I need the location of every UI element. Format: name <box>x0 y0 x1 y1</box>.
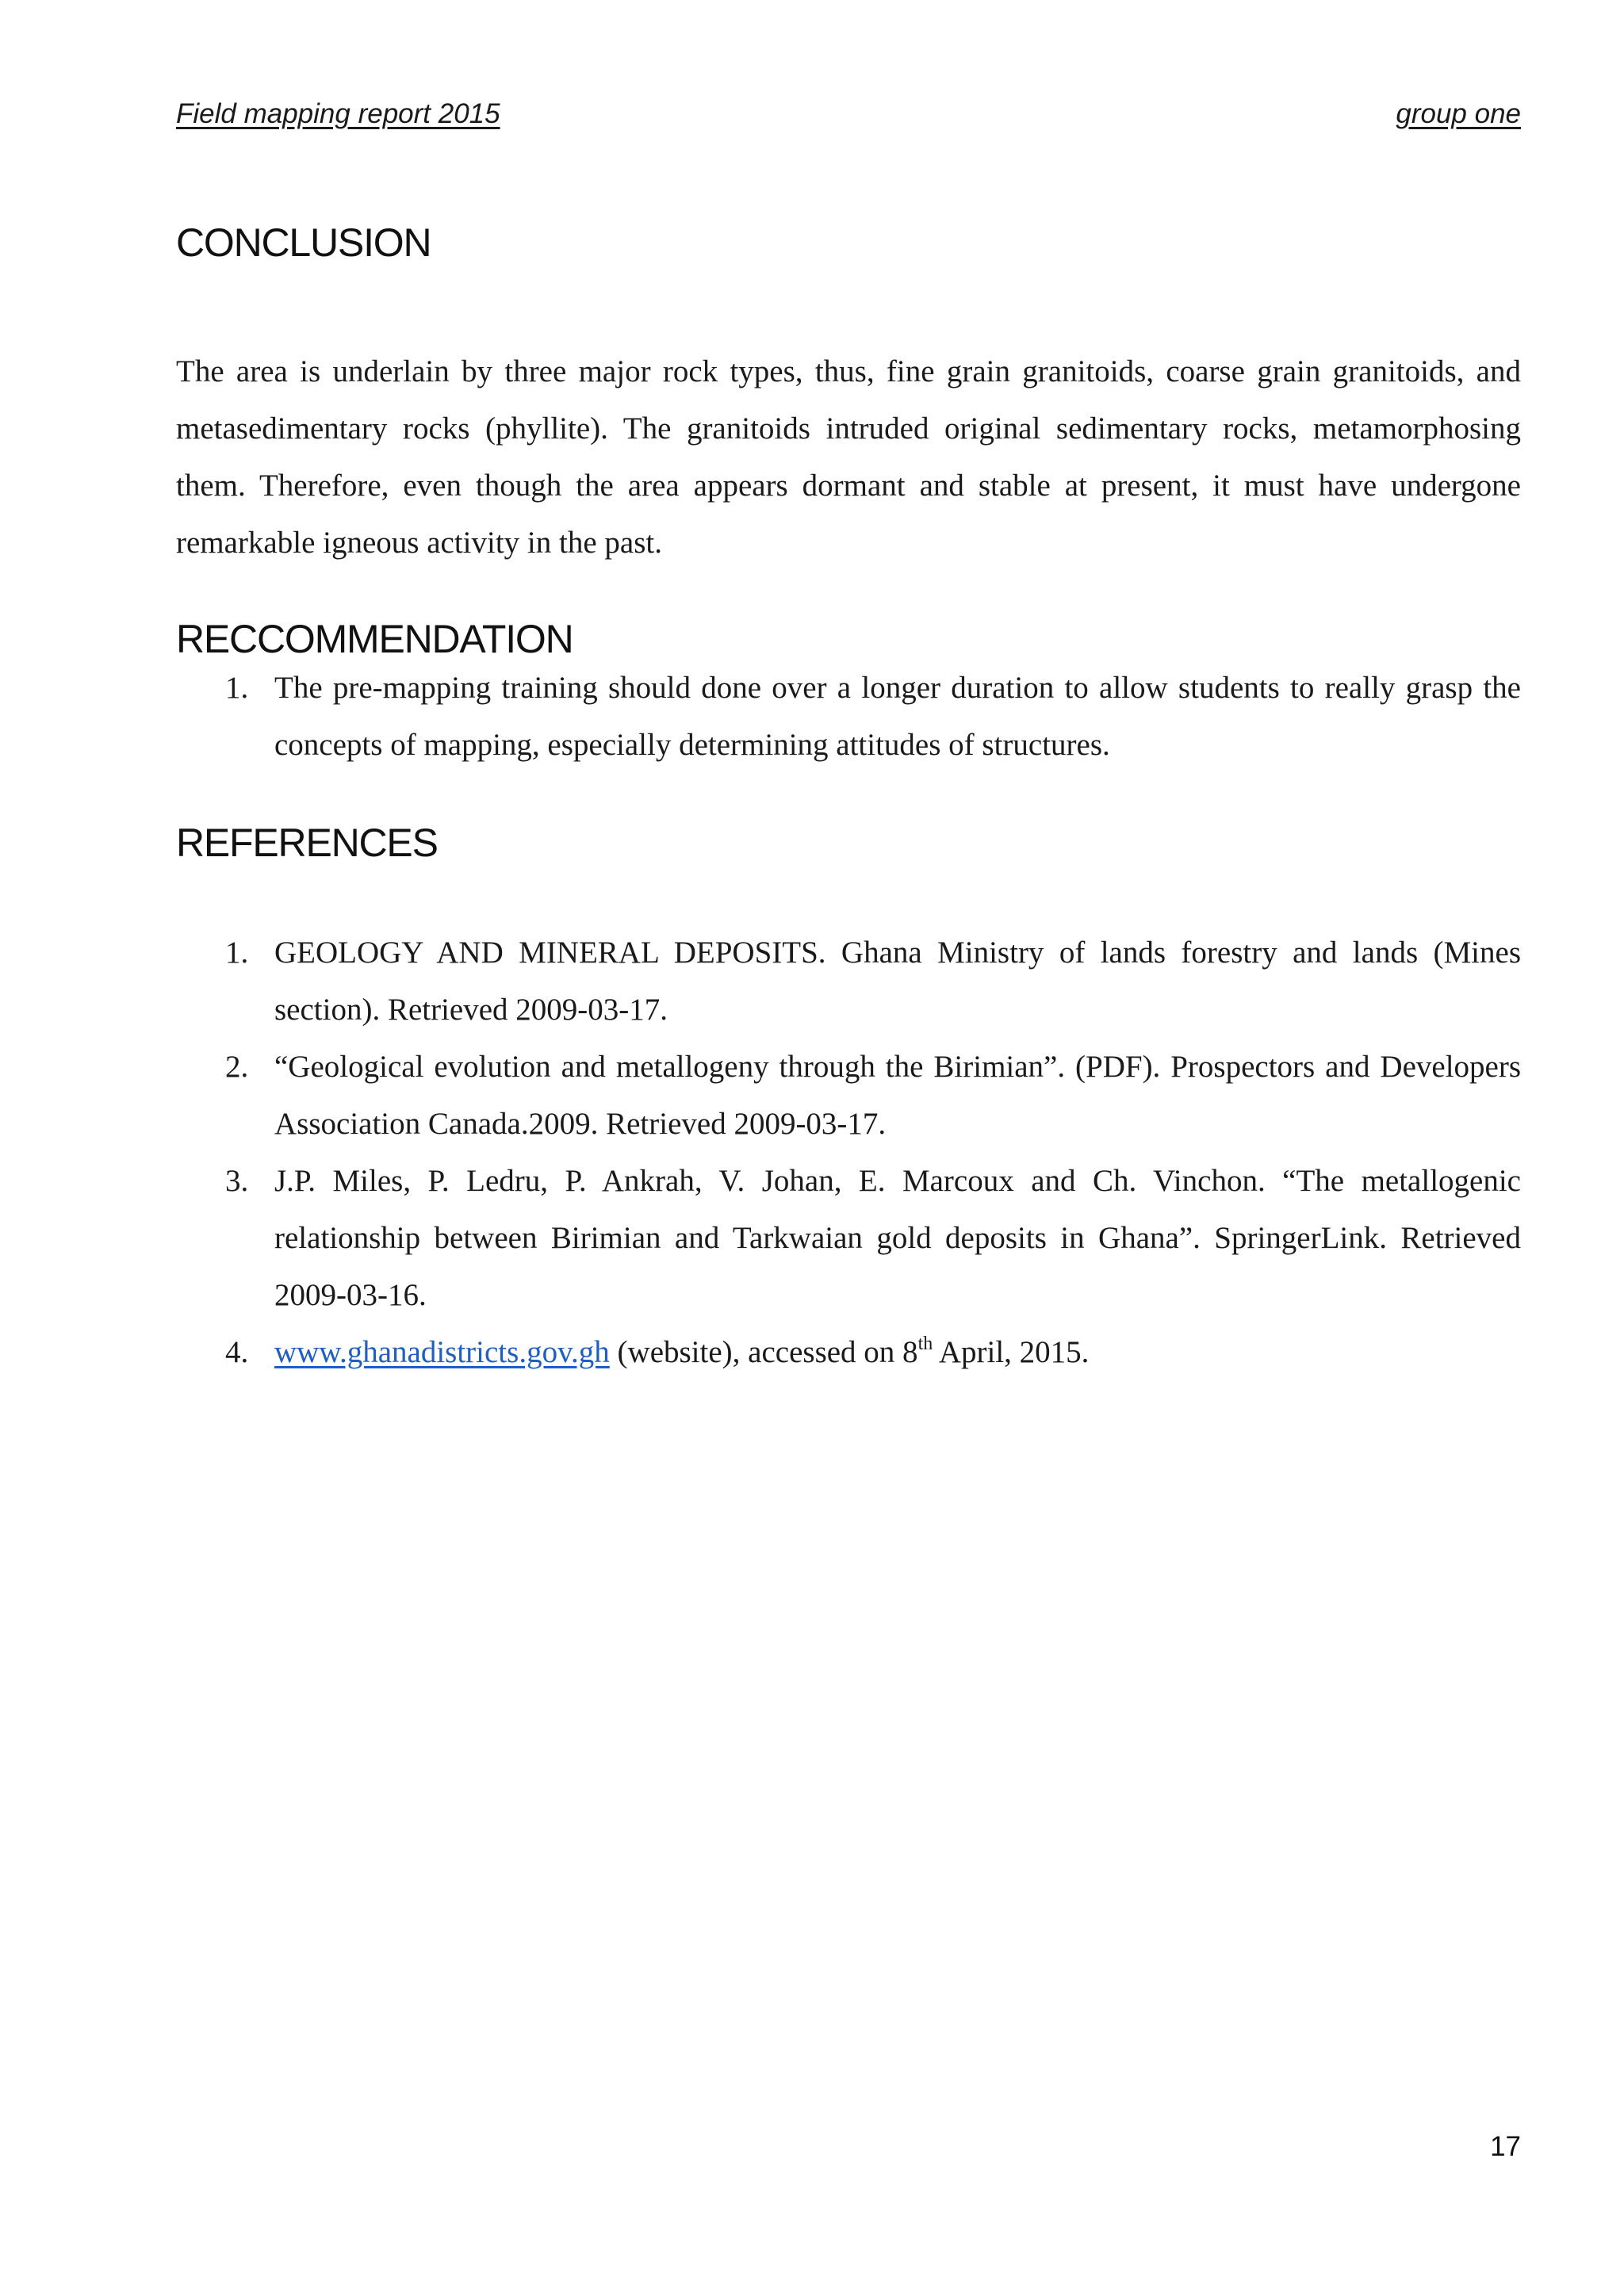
reference-number: 4. <box>225 1335 249 1369</box>
reference-item <box>176 1039 1521 1153</box>
reference-text: “Geological evolution and metallogeny through the Birimian”. (PDF). Prospectors and Developers Association Canada.2009. Retrieved 2009-03-17. <box>274 1050 1521 1141</box>
list-item-number: 1. <box>225 671 249 705</box>
reference-number: 3. <box>225 1164 249 1198</box>
reference-number: 1. <box>225 936 249 970</box>
reference-item <box>176 924 1521 1039</box>
recommendation-heading: RECCOMMENDATION <box>176 617 573 661</box>
reference-item <box>176 1153 1521 1324</box>
reference-text: (website), accessed on 8 <box>609 1335 918 1369</box>
recommendation-list <box>176 660 1521 774</box>
ghanadistricts-website-link[interactable]: www.ghanadistricts.gov.gh <box>274 1335 610 1369</box>
conclusion-paragraph: The area is underlain by three major rock types, thus, fine grain granitoids, coarse grain granitoids, and metasedimentary rocks (phyllite). The granitoids intruded original sedimentary rocks, metamorphosing them. Therefore, even though the area appears dormant and stable at present, it must have undergone remarkable igneous activity in the past. <box>176 354 1521 560</box>
ordinal-suffix: th <box>917 1334 933 1354</box>
references-list <box>176 924 1521 1381</box>
conclusion-heading: CONCLUSION <box>176 220 431 265</box>
list-item <box>176 660 1521 774</box>
running-header <box>176 98 1521 136</box>
page-number: 17 <box>1490 2131 1521 2162</box>
header-report-title: Field mapping report 2015 <box>176 98 500 129</box>
reference-item <box>176 1324 1521 1381</box>
references-heading: REFERENCES <box>176 821 438 865</box>
reference-text: J.P. Miles, P. Ledru, P. Ankrah, V. Johan, E. Marcoux and Ch. Vinchon. “The metallogenic relationship between Birimian and Tarkwaian gold deposits in Ghana”. SpringerLink. Retrieved 2009-03-16. <box>274 1164 1521 1312</box>
reference-text-end: April, 2015. <box>933 1335 1090 1369</box>
reference-text: GEOLOGY AND MINERAL DEPOSITS. Ghana Ministry of lands forestry and lands (Mines section). Retrieved 2009-03-17. <box>274 936 1521 1027</box>
header-group-name: group one <box>1396 98 1521 129</box>
list-item-text: The pre-mapping training should done over a longer duration to allow students to really grasp the concepts of mapping, especially determining attitudes of structures. <box>274 671 1521 762</box>
reference-number: 2. <box>225 1050 249 1084</box>
